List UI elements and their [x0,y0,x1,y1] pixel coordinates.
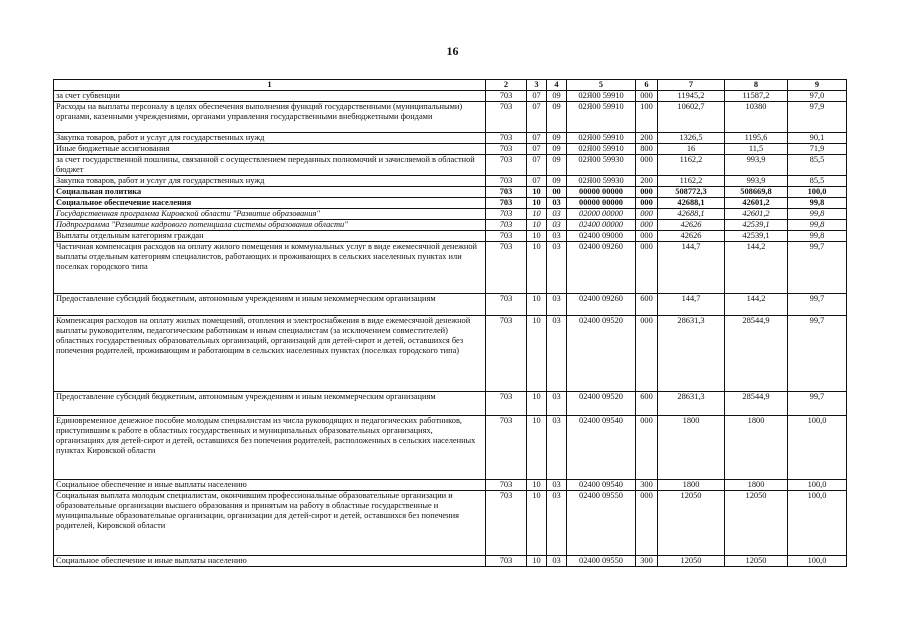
col-6-expense-type: 200 [636,176,658,187]
header-cell: 7 [658,80,725,91]
col-6-expense-type: 000 [636,91,658,102]
col-4-subsection: 03 [547,316,567,392]
col-7-plan: 144,7 [658,242,725,294]
col-5-target-article: 02400 00000 [567,220,636,231]
col-2-code: 703 [486,231,527,242]
table-row [54,91,847,102]
col-6-expense-type: 000 [636,416,658,480]
col-6-expense-type: 300 [636,556,658,567]
col-2-code: 703 [486,220,527,231]
col-8-actual: 12050 [725,556,788,567]
col-7-plan: 42626 [658,220,725,231]
col-5-target-article: 02Я00 59930 [567,155,636,176]
row-description: Выплаты отдельным категориям граждан [54,231,486,242]
col-2-code: 703 [486,242,527,294]
col-3-section: 10 [527,242,547,294]
col-5-target-article: 02400 09520 [567,316,636,392]
col-5-target-article: 02Я00 59910 [567,91,636,102]
table-row [54,392,847,416]
row-description: Предоставление субсидий бюджетным, автономным учреждениям и иным некоммерческим организациям [54,392,486,416]
col-5-target-article: 02000 00000 [567,209,636,220]
col-8-actual: 1800 [725,416,788,480]
col-9-percent: 99,7 [788,294,847,316]
col-3-section: 07 [527,102,547,133]
header-cell: 9 [788,80,847,91]
col-9-percent: 97,0 [788,91,847,102]
col-4-subsection: 03 [547,416,567,480]
table-row [54,556,847,567]
col-8-actual: 12050 [725,491,788,556]
col-7-plan: 42688,1 [658,198,725,209]
col-2-code: 703 [486,155,527,176]
col-2-code: 703 [486,102,527,133]
table-row [54,144,847,155]
table-row [54,155,847,176]
col-6-expense-type: 000 [636,316,658,392]
col-8-actual: 11,5 [725,144,788,155]
row-description: Частичная компенсация расходов на оплату жилого помещения и коммунальных услуг в виде ежемесячной денежной выплаты отдельным категориям специалистов, работающих и проживающих в сельских населенных пунктах или поселках городского типа [54,242,486,294]
col-2-code: 703 [486,556,527,567]
col-6-expense-type: 100 [636,102,658,133]
col-8-actual: 508669,8 [725,187,788,198]
col-8-actual: 10380 [725,102,788,133]
col-3-section: 10 [527,416,547,480]
col-7-plan: 12050 [658,556,725,567]
col-5-target-article: 02400 09540 [567,480,636,491]
table-row [54,209,847,220]
row-description: Компенсация расходов на оплату жилых помещений, отопления и электроснабжения в виде ежемесячной денежной выплаты руководителям, педагогическим работникам и иным специалистам (за исключением совместителей) областных государственных образовательных организаций, организаций для детей-сирот и детей, оставшихся без попечения родителей, проживающим и работающим в сельских населенных пунктах (поселках городского типа) [54,316,486,392]
col-9-percent: 99,8 [788,209,847,220]
col-4-subsection: 09 [547,133,567,144]
col-8-actual: 42539,1 [725,231,788,242]
col-7-plan: 42626 [658,231,725,242]
col-8-actual: 144,2 [725,242,788,294]
col-7-plan: 1800 [658,416,725,480]
col-2-code: 703 [486,133,527,144]
col-7-plan: 12050 [658,491,725,556]
col-5-target-article: 02Я00 59910 [567,144,636,155]
col-2-code: 703 [486,416,527,480]
col-3-section: 10 [527,198,547,209]
row-description: Расходы на выплаты персоналу в целях обеспечения выполнения функций государственными (муниципальными) органами, казенными учреждениями, органами управления государственными внебюджетными фондами [54,102,486,133]
col-2-code: 703 [486,392,527,416]
col-6-expense-type: 600 [636,294,658,316]
row-description: Социальное обеспечение и иные выплаты населению [54,556,486,567]
col-7-plan: 508772,3 [658,187,725,198]
col-4-subsection: 09 [547,155,567,176]
col-9-percent: 99,8 [788,231,847,242]
page-number: 16 [446,44,459,58]
col-8-actual: 144,2 [725,294,788,316]
table-row [54,242,847,294]
col-5-target-article: 02400 09260 [567,294,636,316]
header-cell: 8 [725,80,788,91]
col-8-actual: 993,9 [725,176,788,187]
table-row [54,316,847,392]
col-6-expense-type: 000 [636,155,658,176]
table-row [54,294,847,316]
col-6-expense-type: 800 [636,144,658,155]
col-2-code: 703 [486,491,527,556]
col-2-code: 703 [486,187,527,198]
col-4-subsection: 09 [547,144,567,155]
col-6-expense-type: 000 [636,491,658,556]
col-8-actual: 1800 [725,480,788,491]
row-description: Предоставление субсидий бюджетным, автономным учреждениям и иным некоммерческим организациям [54,294,486,316]
col-6-expense-type: 000 [636,220,658,231]
col-5-target-article: 02400 09550 [567,556,636,567]
col-4-subsection: 03 [547,294,567,316]
col-8-actual: 42601,2 [725,198,788,209]
col-2-code: 703 [486,209,527,220]
col-4-subsection: 00 [547,187,567,198]
col-3-section: 10 [527,294,547,316]
header-cell: 3 [527,80,547,91]
col-3-section: 10 [527,491,547,556]
col-9-percent: 97,9 [788,102,847,133]
col-8-actual: 28544,9 [725,316,788,392]
col-5-target-article: 02Я00 59930 [567,176,636,187]
header-cell: 1 [54,80,486,91]
header-cell: 5 [567,80,636,91]
col-7-plan: 144,7 [658,294,725,316]
col-2-code: 703 [486,316,527,392]
col-4-subsection: 03 [547,556,567,567]
col-5-target-article: 02400 09540 [567,416,636,480]
col-9-percent: 100,0 [788,491,847,556]
col-5-target-article: 02400 09260 [567,242,636,294]
row-description: Подпрограмма "Развитие кадрового потенциала системы образования области" [54,220,486,231]
col-4-subsection: 09 [547,91,567,102]
col-5-target-article: 02400 09000 [567,231,636,242]
header-cell: 6 [636,80,658,91]
col-3-section: 07 [527,133,547,144]
col-9-percent: 99,7 [788,316,847,392]
col-3-section: 10 [527,220,547,231]
table-row [54,416,847,480]
col-5-target-article: 02400 09550 [567,491,636,556]
col-5-target-article: 00000 00000 [567,187,636,198]
col-8-actual: 1195,6 [725,133,788,144]
col-9-percent: 100,0 [788,416,847,480]
col-6-expense-type: 000 [636,231,658,242]
row-description: за счет субвенции [54,91,486,102]
row-description: за счет государственной пошлины, связанной с осуществлением переданных полномочий и зачисляемой в областной бюджет [54,155,486,176]
table-row [54,220,847,231]
col-7-plan: 42688,1 [658,209,725,220]
row-description: Социальная политика [54,187,486,198]
row-description: Социальная выплата молодым специалистам, окончившим профессиональные образовательные организации и образовательные организации высшего образования и принятым на работу в областные государственные и муниципальные образовательные организации, организации для детей-сирот и детей, оставшихся без попечения родителей, Кировской области [54,491,486,556]
col-3-section: 10 [527,187,547,198]
header-cell: 4 [547,80,567,91]
col-3-section: 10 [527,231,547,242]
col-6-expense-type: 300 [636,480,658,491]
col-2-code: 703 [486,91,527,102]
col-4-subsection: 03 [547,480,567,491]
col-9-percent: 85,5 [788,155,847,176]
table-row [54,102,847,133]
col-2-code: 703 [486,144,527,155]
col-7-plan: 16 [658,144,725,155]
col-2-code: 703 [486,294,527,316]
table-row [54,187,847,198]
col-5-target-article: 02Я00 59910 [567,133,636,144]
col-6-expense-type: 000 [636,209,658,220]
col-8-actual: 42539,1 [725,220,788,231]
row-description: Социальное обеспечение и иные выплаты населению [54,480,486,491]
col-7-plan: 28631,3 [658,316,725,392]
col-4-subsection: 03 [547,392,567,416]
col-3-section: 07 [527,155,547,176]
col-5-target-article: 02Я00 59910 [567,102,636,133]
row-description: Государственная программа Кировской области "Развитие образования" [54,209,486,220]
col-2-code: 703 [486,176,527,187]
col-4-subsection: 03 [547,198,567,209]
col-8-actual: 42601,2 [725,209,788,220]
col-9-percent: 99,7 [788,242,847,294]
table-row [54,198,847,209]
col-6-expense-type: 000 [636,187,658,198]
row-description: Единовременное денежное пособие молодым специалистам из числа руководящих и педагогических работников, приступившим к работе в областных государственных и муниципальных образовательных организациях, организациях для детей-сирот и детей, оставшихся без попечения родителей, расположенных в сельских населенных пунктах Кировской области [54,416,486,480]
col-9-percent: 99,8 [788,198,847,209]
col-8-actual: 28544,9 [725,392,788,416]
col-2-code: 703 [486,480,527,491]
col-3-section: 10 [527,480,547,491]
col-7-plan: 1326,5 [658,133,725,144]
col-6-expense-type: 000 [636,198,658,209]
header-row [54,80,847,91]
col-3-section: 07 [527,144,547,155]
table-row [54,133,847,144]
col-6-expense-type: 600 [636,392,658,416]
col-4-subsection: 03 [547,220,567,231]
col-4-subsection: 03 [547,209,567,220]
table-row [54,176,847,187]
table-row [54,480,847,491]
col-6-expense-type: 000 [636,242,658,294]
col-4-subsection: 03 [547,491,567,556]
col-7-plan: 28631,3 [658,392,725,416]
col-7-plan: 11945,2 [658,91,725,102]
col-5-target-article: 02400 09520 [567,392,636,416]
row-description: Социальное обеспечение населения [54,198,486,209]
row-description: Закупка товаров, работ и услуг для государственных нужд [54,176,486,187]
col-9-percent: 99,7 [788,392,847,416]
col-3-section: 10 [527,209,547,220]
row-description: Иные бюджетные ассигнования [54,144,486,155]
col-9-percent: 99,8 [788,220,847,231]
col-7-plan: 10602,7 [658,102,725,133]
col-9-percent: 100,0 [788,480,847,491]
col-2-code: 703 [486,198,527,209]
col-7-plan: 1162,2 [658,176,725,187]
budget-table [53,79,847,567]
col-3-section: 10 [527,392,547,416]
table-row [54,231,847,242]
row-description: Закупка товаров, работ и услуг для государственных нужд [54,133,486,144]
col-9-percent: 71,9 [788,144,847,155]
col-3-section: 07 [527,176,547,187]
col-8-actual: 11587,2 [725,91,788,102]
col-6-expense-type: 200 [636,133,658,144]
col-8-actual: 993,9 [725,155,788,176]
col-3-section: 10 [527,316,547,392]
col-4-subsection: 09 [547,102,567,133]
table-row [54,491,847,556]
col-4-subsection: 09 [547,176,567,187]
col-9-percent: 90,1 [788,133,847,144]
col-7-plan: 1162,2 [658,155,725,176]
col-3-section: 07 [527,91,547,102]
col-5-target-article: 00000 00000 [567,198,636,209]
col-4-subsection: 03 [547,231,567,242]
col-3-section: 10 [527,556,547,567]
col-4-subsection: 03 [547,242,567,294]
col-9-percent: 100,0 [788,187,847,198]
col-9-percent: 85,5 [788,176,847,187]
header-cell: 2 [486,80,527,91]
col-9-percent: 100,0 [788,556,847,567]
col-7-plan: 1800 [658,480,725,491]
